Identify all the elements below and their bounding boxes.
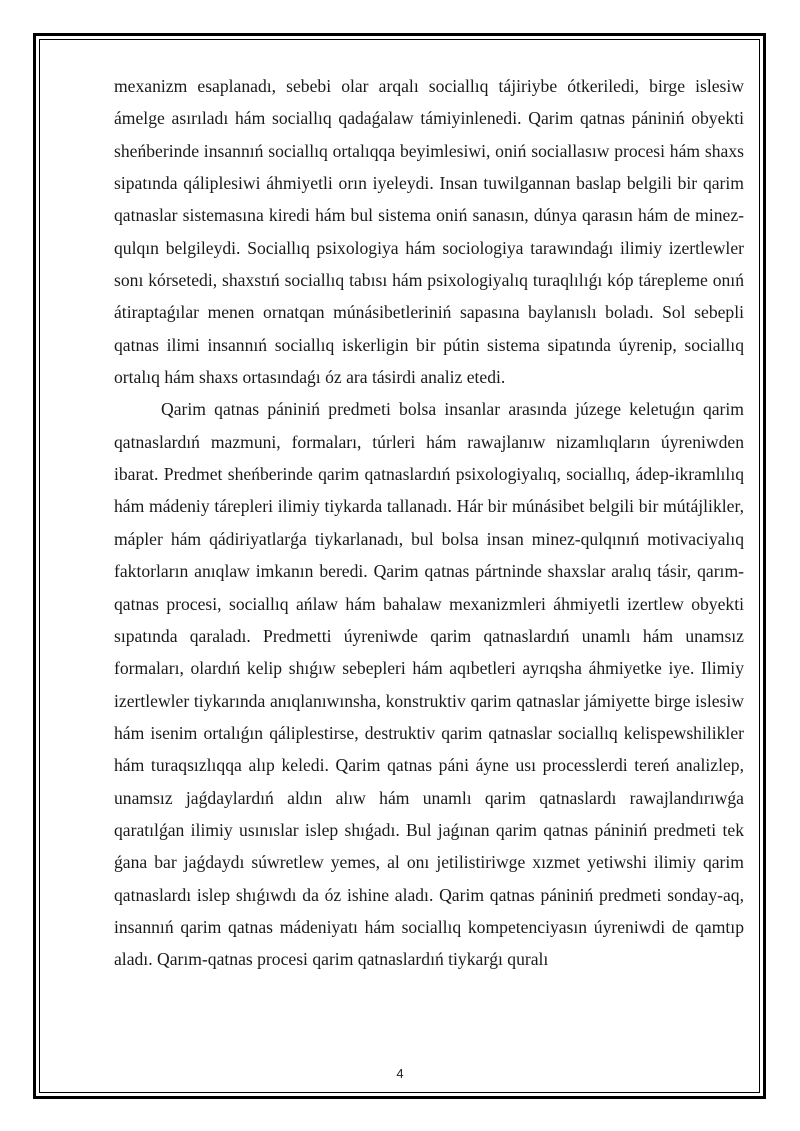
paragraph-predmet: Qarim qatnas pániniń predmeti bolsa insanlar arasında júzege keletuǵın qarim qatnaslardıń mazmuni, formaları, túrleri hám rawajlanıw nizamlıqların úyreniwden ibarat. Predmet sheńberinde qarim qatnaslardıń psixologiyalıq, sociallıq, ádep-ikramlılıq hám mádeniy tárepleri ilimiy tiykarda tallanadı. Hár bir múnásibet belgili bir mútájlikler, mápler hám qádiriyatlarǵa tiykarlanadı, bul bolsa insan minez-qulqınıń motivaciyalıq faktorların anıqlaw imkanın beredi. Qarim qatnas pártninde shaxslar aralıq tásir, qarım-qatnas procesi, sociallıq ańlaw hám bahalaw mexanizmleri áhmiyetli izertlew obyekti sıpatında qaraladı. Predmetti úyreniwde qarim qatnaslardıń unamlı hám unamsız formaları, olardıń kelip shıǵıw sebepleri hám aqıbetleri ayrıqsha áhmiyetke iye. Ilimiy izertlewler tiykarında anıqlanıwınsha, konstruktiv qarim qatnaslar jámiyette birge islesiw hám isenim ortalıǵın qáliplestirse, destruktiv qarim qatnaslar sociallıq kelispewshilikler hám turaqsızlıqqa alıp keledi. Qarim qatnas páni áyne usı processlerdi tereń analizlep, unamsız jaǵdaylardıń aldın alıw hám unamlı qarim qatnaslardı rawajlandırıwǵa qaratılǵan ilimiy usınıslar islep shıǵadı. Bul jaǵınan qarim qatnas pániniń predmeti tek ǵana bar jaǵdaydı súwretlew yemes, al onı jetilistiriwge xızmet yetiwshi ilimiy qarim qatnaslardı islep shıǵıwdı da óz ishine aladı. Qarim qatnas pániniń predmeti sonday-aq, insannıń qarim qatnas mádeniyatı hám sociallıq kompetenciyasın úyreniwdi de qamtıp aladı. Qarım-qatnas procesi qarim qatnaslardıń tiykarǵı quralı bbox=[114, 399, 744, 970]
page-number: 4 bbox=[396, 1066, 404, 1081]
document-body bbox=[114, 70, 744, 976]
paragraph-continuation: mexanizm esaplanadı, sebebi olar arqalı sociallıq tájiriybe ótkeriledi, birge islesiw ámelge asırıladı hám sociallıq qadaǵalaw támiyinlenedi. Qarim qatnas pániniń obyekti sheńberinde insannıń sociallıq ortalıqqa beyimlesiwi, oniń sociallasıw procesi hám shaxs sipatında qáliplesiwi áhmiyetli orın iyeleydi. Insan tuwilgannan baslap belgili bir qarim qatnaslar sistemasına kiredi hám bul sistema oniń sanasın, dúnya qarasın hám de minez-qulqın belgileydi. Sociallıq psixologiya hám sociologiya tarawındaǵı ilimiy izertlewler sonı kórsetedi, shaxstıń sociallıq tabısı hám psixologiyalıq turaqlılıǵı kóp tárepleme onıń átiraptaǵılar menen ornatqan múnásibetleriniń sapasına baylanıslı boladı. Sol sebepli qatnas ilimi insannıń sociallıq iskerligin bir pútin sistema sipatında úyrenip, sociallıq ortalıq hám shaxs ortasındaǵı óz ara tásirdi analiz etedi. bbox=[114, 76, 744, 388]
